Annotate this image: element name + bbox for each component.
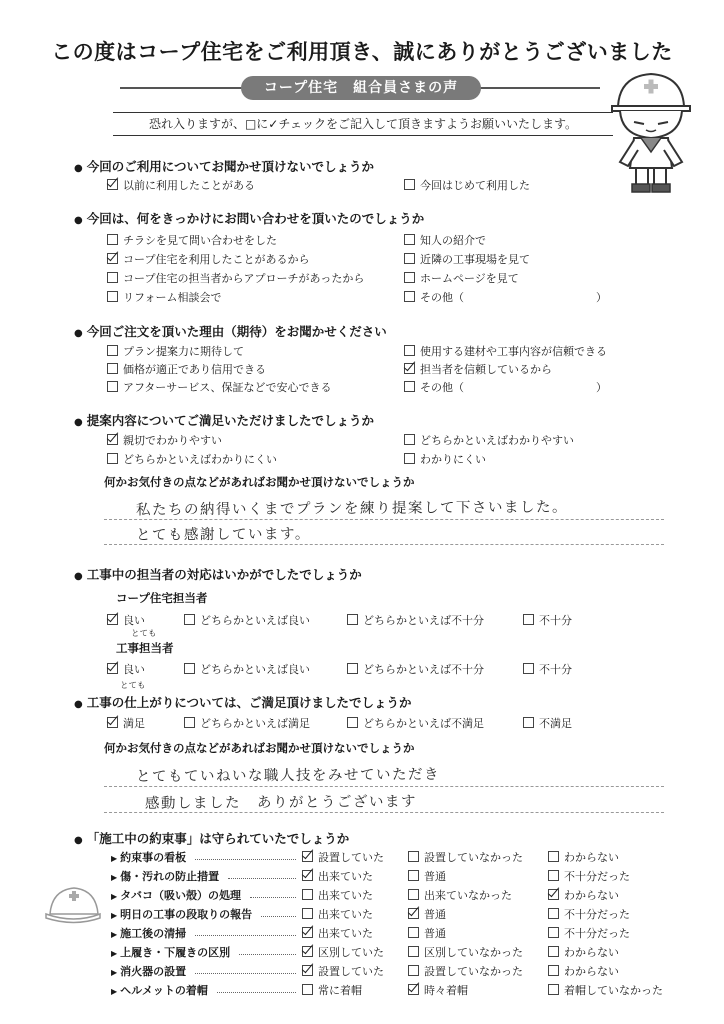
q2-close-paren: ） <box>596 291 607 304</box>
checkbox-icon[interactable] <box>184 663 195 674</box>
q5-s2-option-1[interactable]: どちらかといえば良い <box>184 661 310 677</box>
checkbox-icon[interactable] <box>523 717 534 728</box>
q7-row-7-option-1[interactable]: 時々着帽 <box>408 982 468 998</box>
q7-row-label: ▶ 施工後の清掃 <box>111 927 187 940</box>
checkbox-icon[interactable] <box>408 965 419 976</box>
checkbox-icon[interactable] <box>404 453 415 464</box>
checkbox-checked-icon[interactable] <box>107 614 118 625</box>
page-title: この度はコープ住宅をご利用頂き、誠にありがとうございました <box>51 40 673 64</box>
q7-row-4-option-2[interactable]: 不十分だった <box>548 925 630 941</box>
checkbox-checked-icon[interactable] <box>107 717 118 728</box>
q7-row-0-option-2[interactable]: わからない <box>548 849 619 865</box>
q4-option-3[interactable]: わかりにくい <box>404 451 486 467</box>
q7-row-label: ▶ 消火器の設置 <box>111 965 187 978</box>
banner: コープ住宅 組合員さまの声 <box>241 76 481 100</box>
q7-row-leader <box>239 954 296 955</box>
q7-row-3-option-2[interactable]: 不十分だった <box>548 906 630 922</box>
checkbox-icon[interactable] <box>404 179 415 190</box>
q7-row-leader <box>250 897 296 898</box>
q3-option-2[interactable]: 価格が適正であり信用できる <box>107 361 266 377</box>
q7-row-1-option-2[interactable]: 不十分だった <box>548 868 630 884</box>
q4-handwriting-line-2: とても感謝しています。 <box>135 526 311 544</box>
q7-row-4-option-0[interactable]: 出来ていた <box>302 925 373 941</box>
checkbox-icon[interactable] <box>548 984 559 995</box>
q7-row-label: ▶ 傷・汚れの防止措置 <box>111 870 220 883</box>
checkbox-icon[interactable] <box>404 272 415 283</box>
q7-row-label: ▶ 約束事の看板 <box>111 851 187 864</box>
checkbox-icon[interactable] <box>548 851 559 862</box>
q3-option-4[interactable]: アフターサービス、保証などで安心できる <box>107 379 332 395</box>
q6-option-0[interactable]: 満足 <box>107 715 145 731</box>
checkbox-icon[interactable] <box>404 234 415 245</box>
checkbox-icon[interactable] <box>107 291 118 302</box>
checkbox-icon[interactable] <box>347 663 358 674</box>
q5-s2-option-2[interactable]: どちらかといえば不十分 <box>347 661 484 677</box>
checkbox-checked-icon[interactable] <box>548 889 559 900</box>
triangle-right-icon: ▶ <box>111 930 118 939</box>
checkbox-icon[interactable] <box>107 381 118 392</box>
q7-row-leader <box>195 973 296 974</box>
q7-row-label: ▶ ヘルメットの着帽 <box>111 984 208 997</box>
q7-row-2-option-2[interactable]: わからない <box>548 887 619 903</box>
triangle-right-icon: ▶ <box>111 968 118 977</box>
checkbox-icon[interactable] <box>404 381 415 392</box>
checkbox-icon[interactable] <box>107 345 118 356</box>
q7-row-4-option-1[interactable]: 普通 <box>408 925 446 941</box>
checkbox-checked-icon[interactable] <box>302 851 313 862</box>
checkbox-icon[interactable] <box>107 363 118 374</box>
q7-row-3-option-1[interactable]: 普通 <box>408 906 446 922</box>
q2-option-3[interactable]: 近隣の工事現場を見て <box>404 251 530 267</box>
q7-row-2-option-0[interactable]: 出来ていた <box>302 887 373 903</box>
q5-s1-option-1[interactable]: どちらかといえば良い <box>184 612 310 628</box>
checkbox-checked-icon[interactable] <box>404 363 415 374</box>
checkbox-icon[interactable] <box>408 946 419 957</box>
instruction-text: 恐れ入りますが、□に✓チェックをご記入して頂きますようお願いいたします。 <box>113 112 613 136</box>
checkbox-checked-icon[interactable] <box>408 984 419 995</box>
helmet-icon <box>44 880 102 926</box>
q6-handwriting-line-1: とてもていねいな職人技をみせていただき <box>135 766 441 786</box>
checkbox-icon[interactable] <box>404 434 415 445</box>
q5-s1-option-3[interactable]: 不十分 <box>523 612 572 628</box>
q4-option-0[interactable]: 親切でわかりやすい <box>107 432 222 448</box>
q5-sub1: コープ住宅担当者 <box>116 591 208 605</box>
q4-comment-prompt: 何かお気付きの点などがあればお聞かせ頂けないでしょうか <box>104 475 415 489</box>
q6-handwriting-line-2: 感動しました ありがとうございます <box>144 794 418 812</box>
q7-row-label: ▶ 明日の工事の段取りの報告 <box>111 908 253 921</box>
q7-row-label: ▶ 上履き・下履きの区別 <box>111 946 231 959</box>
q5-sub2: 工事担当者 <box>116 641 174 655</box>
q4-title: ● 提案内容についてご満足いただけましたでしょうか <box>74 411 374 429</box>
q7-row-label: ▶ タバコ（吸い殻）の処理 <box>111 889 242 902</box>
checkbox-icon[interactable] <box>523 614 534 625</box>
q3-option-5[interactable]: その他（ <box>404 379 464 395</box>
q2-option-7[interactable]: その他（ <box>404 289 464 305</box>
triangle-right-icon: ▶ <box>111 892 118 901</box>
q2-option-1[interactable]: 知人の紹介で <box>404 232 486 248</box>
q5-s2-hand-note: とても <box>119 680 146 692</box>
checkbox-icon[interactable] <box>548 927 559 938</box>
q7-row-0-option-1[interactable]: 設置していなかった <box>408 849 523 865</box>
checkbox-icon[interactable] <box>107 234 118 245</box>
q3-close-paren: ） <box>596 381 607 394</box>
q5-s2-option-3[interactable]: 不十分 <box>523 661 572 677</box>
checkbox-icon[interactable] <box>404 345 415 356</box>
q7-row-6-option-1[interactable]: 設置していなかった <box>408 963 523 979</box>
checkbox-icon[interactable] <box>408 851 419 862</box>
q3-option-1[interactable]: 使用する建材や工事内容が信頼できる <box>404 343 607 359</box>
q4-option-2[interactable]: どちらかといえばわかりにくい <box>107 451 277 467</box>
checkbox-icon[interactable] <box>408 889 419 900</box>
checkbox-icon[interactable] <box>404 291 415 302</box>
q7-row-5-option-2[interactable]: わからない <box>548 944 619 960</box>
q2-option-4[interactable]: コープ住宅の担当者からアプローチがあったから <box>107 270 364 286</box>
q2-option-6[interactable]: リフォーム相談会で <box>107 289 221 305</box>
q7-row-5-option-1[interactable]: 区別していなかった <box>408 944 523 960</box>
checkbox-checked-icon[interactable] <box>107 434 118 445</box>
q2-option-2[interactable]: コープ住宅を利用したことがあるから <box>107 251 309 267</box>
checkbox-icon[interactable] <box>107 453 118 464</box>
q7-row-7-option-2[interactable]: 着帽していなかった <box>548 982 663 998</box>
checkbox-checked-icon[interactable] <box>107 663 118 674</box>
q6-title: ● 工事の仕上がりについては、ご満足頂けましたでしょうか <box>74 693 412 711</box>
triangle-right-icon: ▶ <box>111 873 118 882</box>
q7-row-leader <box>261 916 296 917</box>
checkbox-checked-icon[interactable] <box>107 253 118 264</box>
q7-row-2-option-1[interactable]: 出来ていなかった <box>408 887 512 903</box>
checkbox-icon[interactable] <box>548 965 559 976</box>
checkbox-icon[interactable] <box>302 984 313 995</box>
checkbox-checked-icon[interactable] <box>302 965 313 976</box>
q7-row-1-option-0[interactable]: 出来ていた <box>302 868 373 884</box>
q7-row-5-option-0[interactable]: 区別していた <box>302 944 384 960</box>
checkbox-icon[interactable] <box>184 717 195 728</box>
q6-option-1[interactable]: どちらかといえば満足 <box>184 715 310 731</box>
q7-row-leader <box>228 878 296 879</box>
triangle-right-icon: ▶ <box>111 949 118 958</box>
q5-s1-option-2[interactable]: どちらかといえば不十分 <box>347 612 484 628</box>
checkbox-icon[interactable] <box>107 272 118 283</box>
q2-title: ● 今回は、何をきっかけにお問い合わせを頂いたのでしょうか <box>74 209 424 227</box>
q7-row-3-option-0[interactable]: 出来ていた <box>302 906 373 922</box>
q4-handwriting-line-1: 私たちの納得いくまでプランを練り提案して下さいました。 <box>135 499 569 519</box>
checkbox-icon[interactable] <box>347 614 358 625</box>
checkbox-icon[interactable] <box>404 253 415 264</box>
construction-worker-mascot-icon <box>608 70 694 196</box>
q6-comment-prompt: 何かお気付きの点などがあればお聞かせ頂けないでしょうか <box>104 741 415 755</box>
q7-row-6-option-0[interactable]: 設置していた <box>302 963 384 979</box>
checkbox-icon[interactable] <box>302 889 313 900</box>
checkbox-icon[interactable] <box>302 908 313 919</box>
triangle-right-icon: ▶ <box>111 987 118 996</box>
q2-option-5[interactable]: ホームページを見て <box>404 270 519 286</box>
checkbox-checked-icon[interactable] <box>302 927 313 938</box>
checkbox-checked-icon[interactable] <box>302 870 313 881</box>
q6-option-3[interactable]: 不満足 <box>523 715 572 731</box>
q7-row-leader <box>195 859 296 860</box>
checkbox-icon[interactable] <box>408 870 419 881</box>
q7-row-0-option-0[interactable]: 設置していた <box>302 849 384 865</box>
checkbox-icon[interactable] <box>184 614 195 625</box>
checkbox-icon[interactable] <box>347 717 358 728</box>
q7-row-7-option-0[interactable]: 常に着帽 <box>302 982 362 998</box>
checkbox-icon[interactable] <box>548 908 559 919</box>
checkbox-icon[interactable] <box>523 663 534 674</box>
q6-option-2[interactable]: どちらかといえば不満足 <box>347 715 484 731</box>
checkbox-checked-icon[interactable] <box>408 908 419 919</box>
q1-option-1[interactable]: 今回はじめて利用した <box>404 177 530 193</box>
q1-title: ● 今回のご利用についてお聞かせ頂けないでしょうか <box>74 157 374 175</box>
checkbox-icon[interactable] <box>408 927 419 938</box>
checkbox-icon[interactable] <box>548 870 559 881</box>
q1-option-0[interactable]: 以前に利用したことがある <box>107 177 255 193</box>
q3-title: ● 今回ご注文を頂いた理由（期待）をお聞かせください <box>74 322 387 340</box>
checkbox-checked-icon[interactable] <box>107 179 118 190</box>
triangle-right-icon: ▶ <box>111 911 118 920</box>
checkbox-checked-icon[interactable] <box>302 946 313 957</box>
q5-s2-option-0[interactable]: 良い <box>107 661 145 677</box>
checkbox-icon[interactable] <box>548 946 559 957</box>
q7-row-1-option-1[interactable]: 普通 <box>408 868 446 884</box>
q2-option-0[interactable]: チラシを見て問い合わせをした <box>107 232 277 248</box>
q5-s1-option-0[interactable]: 良い <box>107 612 145 628</box>
q3-option-3[interactable]: 担当者を信頼しているから <box>404 361 552 377</box>
q7-title: ● 「施工中の約束事」は守られていたでしょうか <box>74 829 349 847</box>
comment-line <box>104 786 664 787</box>
triangle-right-icon: ▶ <box>111 854 118 863</box>
q7-row-leader <box>195 935 296 936</box>
q5-title: ● 工事中の担当者の対応はいかがでしたでしょうか <box>74 565 362 583</box>
q7-row-6-option-2[interactable]: わからない <box>548 963 619 979</box>
q3-option-0[interactable]: プラン提案力に期待して <box>107 343 244 359</box>
q7-row-leader <box>217 992 296 993</box>
q5-s1-hand-note: とても <box>130 628 157 640</box>
q4-option-1[interactable]: どちらかといえばわかりやすい <box>404 432 574 448</box>
